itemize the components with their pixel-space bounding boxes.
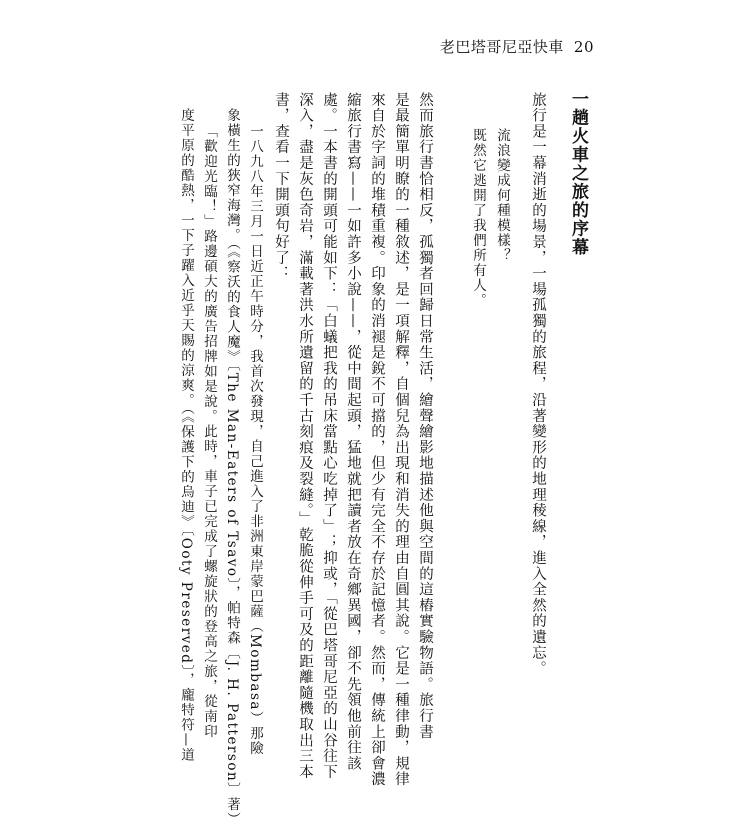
text-column: 然而旅行書恰相反，孤獨者回歸日常生活，繪聲繪影地描述他與空間的這樁實驗物語。旅行書 [417, 92, 433, 740]
text-column: 來自於字詞的堆積重複。印象的消褪是銳不可擋的，但少有完全不存於記憶者。然而，傳統上卻會濃 [369, 92, 385, 788]
text-column: 流浪變成何種模樣？ [494, 128, 510, 263]
text-column: 象橫生的狹窄海灣。（《察沃的食人魔》〔The Man-Eaters of Tsavo〕，帕特森〔J. H. Patterson〕著） [224, 108, 240, 827]
text-column: 一八九八年三月一日近正午時分，我首次發現，自己進入了非洲東岸蒙巴薩（Mombasa）那險 [247, 124, 263, 756]
section-title: 一趟火車之旅的序幕 [568, 90, 588, 257]
text-column: 書，查看一下開頭句好了： [273, 92, 289, 282]
text-column: 深入，盡是灰色奇岩，滿載著洪水所遺留的千古刻痕及裂縫。」乾脆從伸手可及的距離隨機取出三本 [297, 92, 313, 780]
text-column: 旅行是一幕消逝的場景，一場孤獨的旅程，沿著變形的地理稜線，進入全然的遺忘。 [530, 92, 546, 677]
page-number: 20 [573, 38, 594, 56]
running-header [440, 36, 594, 57]
text-column: 處。一本書的開頭可能如下：「白蟻把我的吊床當點心吃掉了」；抑或，「從巴塔哥尼亞的山谷往下 [321, 92, 337, 780]
running-title: 老巴塔哥尼亞快車 [439, 38, 564, 56]
text-column: 是最簡單明瞭的一種敘述，是一項解釋，自個兒為出現和消失的理由自圓其說。它是一種律動，規律 [393, 92, 409, 788]
text-column: 「歡迎光臨！」路邊碩大的廣告招牌如是說。此時，車子已完成了螺旋狀的登高之旅，從南印 [201, 124, 217, 739]
text-column: 既然它逃開了我們所有人。 [470, 128, 486, 308]
text-column: 度平原的酷熱，一下子躍入近乎天賜的涼爽。（《保護下的烏迪》〔Ooty Preserved〕，龐特符—道 [178, 108, 194, 763]
text-column: 縮旅行書寫——一如許多小說——，從中間起頭，猛地就把讀者放在奇鄉異國，卻不先領他前往該 [345, 92, 361, 772]
